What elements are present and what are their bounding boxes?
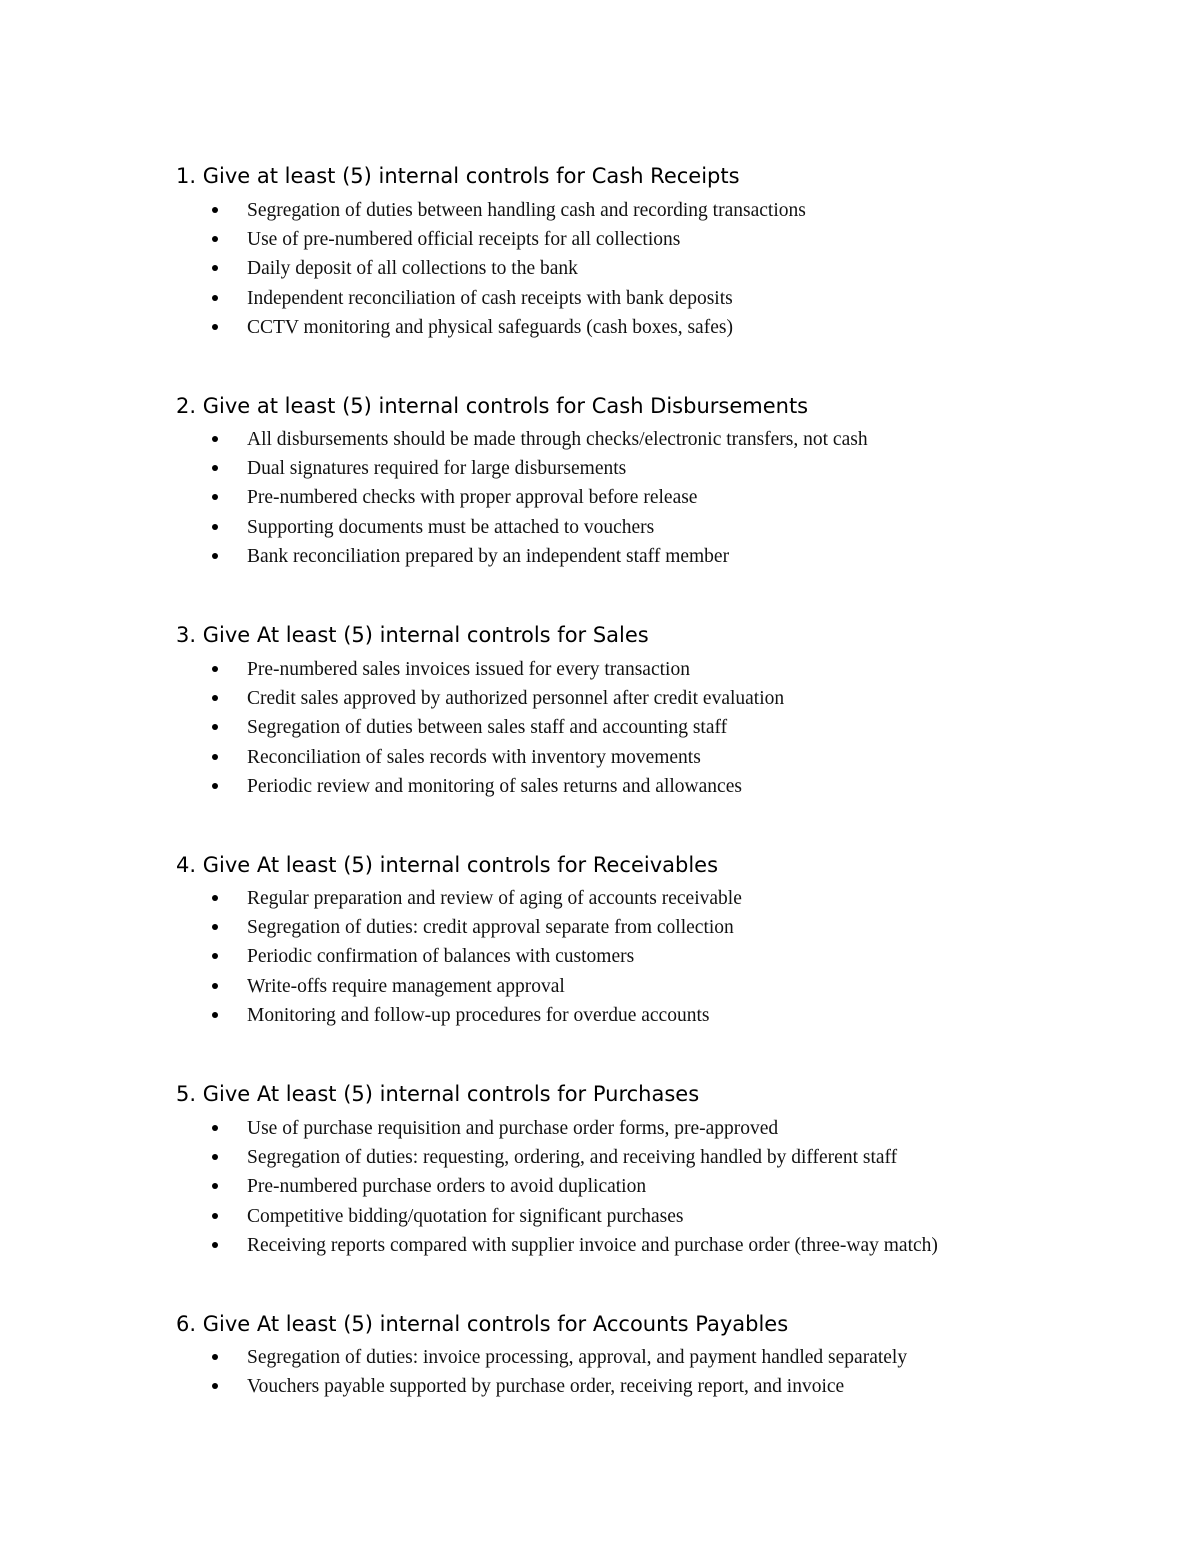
section-heading: 5. Give At least (5) internal controls for Purchases <box>176 1082 700 1106</box>
bullet-list <box>0 884 1047 1030</box>
list-item <box>0 713 1047 742</box>
bullet-icon <box>212 1383 218 1389</box>
bullet-list <box>0 196 1047 342</box>
list-item <box>0 913 1047 942</box>
bullet-icon <box>212 324 218 330</box>
bullet-icon <box>212 1213 218 1219</box>
bullet-icon <box>212 924 218 930</box>
bullet-icon <box>212 207 218 213</box>
list-item-text: Credit sales approved by authorized personnel after credit evaluation <box>247 688 785 710</box>
bullet-icon <box>212 236 218 242</box>
list-item <box>0 884 1047 913</box>
list-item <box>0 513 1047 542</box>
list-item <box>0 1143 1047 1172</box>
bullet-icon <box>212 436 218 442</box>
list-item-text: Periodic review and monitoring of sales returns and allowances <box>247 775 742 797</box>
bullet-icon <box>212 1012 218 1018</box>
bullet-icon <box>212 754 218 760</box>
list-item <box>0 772 1047 801</box>
list-item-text: Dual signatures required for large disbursements <box>247 458 627 480</box>
list-item-text: Pre-numbered purchase orders to avoid duplication <box>247 1176 647 1198</box>
bullet-icon <box>212 1354 218 1360</box>
bullet-list <box>0 1343 1047 1401</box>
list-item <box>0 454 1047 483</box>
list-item <box>0 743 1047 772</box>
list-item-text: All disbursements should be made through checks/electronic transfers, not cash <box>247 429 868 450</box>
list-item <box>0 284 1047 313</box>
list-item-text: Daily deposit of all collections to the bank <box>247 258 578 280</box>
list-item-text: Periodic confirmation of balances with customers <box>247 946 635 968</box>
bullet-list <box>0 655 1047 801</box>
bullet-icon <box>212 265 218 271</box>
list-item <box>0 942 1047 971</box>
list-item <box>0 684 1047 713</box>
bullet-icon <box>212 1242 218 1248</box>
list-item-text: Use of purchase requisition and purchase order forms, pre-approved <box>247 1118 779 1139</box>
bullet-icon <box>212 695 218 701</box>
list-item <box>0 972 1047 1001</box>
bullet-icon <box>212 1125 218 1131</box>
list-item-text: Use of pre-numbered official receipts for all collections <box>247 229 681 251</box>
list-item-text: Supporting documents must be attached to vouchers <box>247 516 655 538</box>
section-heading: 2. Give at least (5) internal controls for Cash Disbursements <box>176 394 809 418</box>
bullet-icon <box>212 895 218 901</box>
bullet-list <box>0 425 1047 571</box>
bullet-icon <box>212 953 218 959</box>
section-heading: 6. Give At least (5) internal controls for Accounts Payables <box>176 1312 789 1336</box>
list-item <box>0 196 1047 225</box>
list-item-text: Pre-numbered checks with proper approval before release <box>247 487 698 509</box>
list-item-text: Segregation of duties between sales staff and accounting staff <box>247 717 728 739</box>
list-item-text: Regular preparation and review of aging of accounts receivable <box>247 888 742 909</box>
list-item-text: Receiving reports compared with supplier invoice and purchase order (three-way match) <box>247 1234 938 1256</box>
bullet-list <box>0 1114 1047 1260</box>
list-item-text: Pre-numbered sales invoices issued for every transaction <box>247 659 690 680</box>
list-item <box>0 225 1047 254</box>
list-item-text: Segregation of duties: invoice processing, approval, and payment handled separately <box>247 1347 908 1368</box>
list-item <box>0 1343 1047 1372</box>
list-item-text: Reconciliation of sales records with inventory movements <box>247 746 701 768</box>
list-item-text: Segregation of duties between handling cash and recording transactions <box>247 200 806 221</box>
list-item <box>0 254 1047 283</box>
list-item-text: Vouchers payable supported by purchase order, receiving report, and invoice <box>247 1376 845 1398</box>
section-heading: 4. Give At least (5) internal controls for Receivables <box>176 853 719 877</box>
bullet-icon <box>212 494 218 500</box>
bullet-icon <box>212 666 218 672</box>
list-item-text: Write-offs require management approval <box>247 975 565 997</box>
list-item <box>0 483 1047 512</box>
list-item <box>0 1372 1047 1401</box>
list-item <box>0 655 1047 684</box>
bullet-icon <box>212 553 218 559</box>
bullet-icon <box>212 983 218 989</box>
list-item-text: CCTV monitoring and physical safeguards (cash boxes, safes) <box>247 316 733 338</box>
list-item <box>0 1001 1047 1030</box>
list-item <box>0 1114 1047 1143</box>
bullet-icon <box>212 1183 218 1189</box>
list-item <box>0 313 1047 342</box>
bullet-icon <box>212 724 218 730</box>
list-item <box>0 1172 1047 1201</box>
list-item-text: Segregation of duties: requesting, ordering, and receiving handled by different staff <box>247 1147 898 1169</box>
section-heading: 3. Give At least (5) internal controls for Sales <box>176 623 649 647</box>
list-item <box>0 1202 1047 1231</box>
bullet-icon <box>212 524 218 530</box>
section-heading: 1. Give at least (5) internal controls for Cash Receipts <box>176 164 740 188</box>
list-item <box>0 1231 1017 1260</box>
list-item-text: Competitive bidding/quotation for significant purchases <box>247 1205 684 1227</box>
list-item-text: Monitoring and follow-up procedures for overdue accounts <box>247 1004 710 1026</box>
bullet-icon <box>212 465 218 471</box>
list-item-text: Bank reconciliation prepared by an independent staff member <box>247 545 730 567</box>
list-item <box>0 542 1047 571</box>
list-item-text: Independent reconciliation of cash receipts with bank deposits <box>247 287 733 309</box>
bullet-icon <box>212 783 218 789</box>
list-item-text: Segregation of duties: credit approval separate from collection <box>247 917 734 939</box>
bullet-icon <box>212 295 218 301</box>
bullet-icon <box>212 1154 218 1160</box>
list-item <box>0 425 1047 454</box>
